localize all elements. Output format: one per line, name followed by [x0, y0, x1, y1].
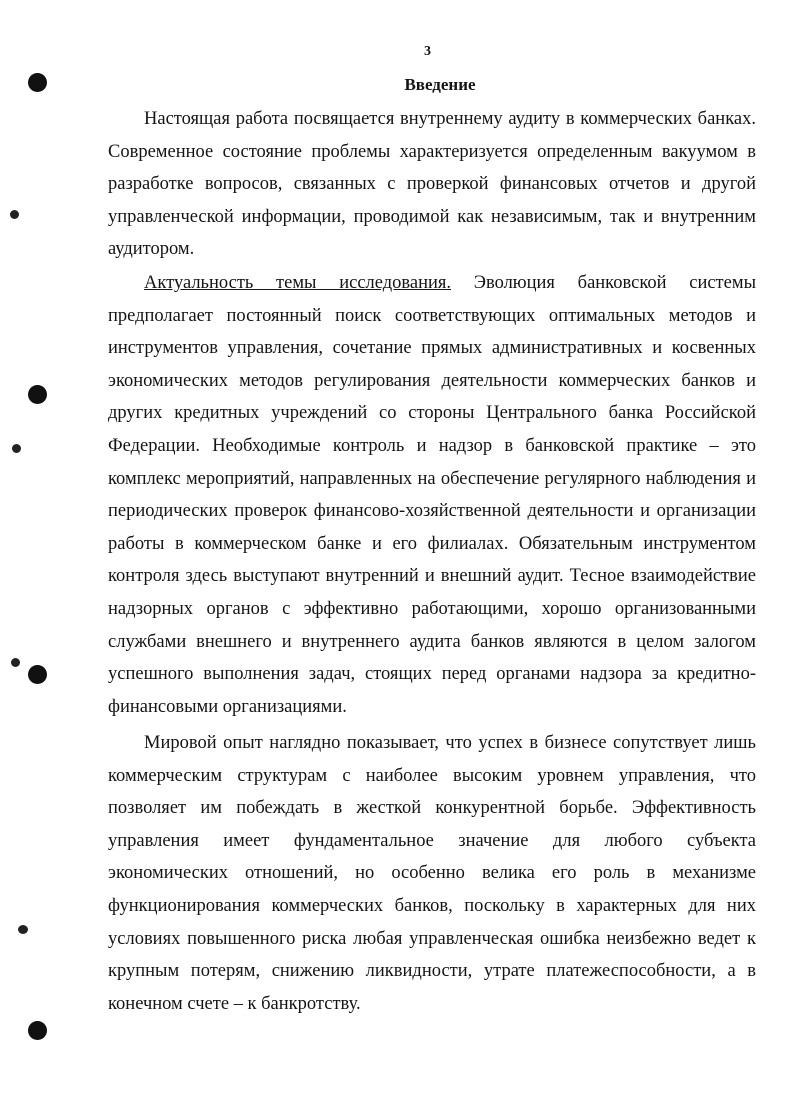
paragraph-intro: Настоящая работа посвящается внутреннему аудиту в коммерческих банках. Современное состояние проблемы характеризуется определенным вакуумом в разработке вопросов, связанных с проверкой финансовых отчетов и другой управленческой информации, проводимой как независимым, так и внутренним аудитором.: [108, 109, 756, 260]
relevance-text: Эволюция банковской системы предполагает постоянный поиск соответствующих оптимальных методов и инструментов управления, сочетание прямых административных и косвенных экономических методов регулирования деятельности коммерческих банков и других кредитных учреждений со стороны Центрального банка Российской Федерации. Необходимые контроль и надзор в банковской практике – это комплекс мероприятий, направленных на обеспечение регулярного наблюдения и периодических проверок финансово-хозяйственной деятельности и организации работы в коммерческом банке и его филиалах. Обязательным инструментом контроля здесь выступают внутренний и внешний аудит. Тесное взаимодействие надзорных органов с эффективно работающими, хорошо организованными службами внешнего и внутреннего аудита банков являются в целом залогом успешного выполнения задач, стоящих перед органами надзора за кредитно-финансовыми организациями.: [108, 273, 756, 717]
relevance-lead: Актуальность темы исследования.: [144, 273, 452, 293]
page-number: 3: [424, 44, 431, 59]
punch-hole: [28, 665, 47, 684]
scan-speck: [18, 925, 28, 934]
section-heading: Введение: [404, 75, 476, 94]
paragraph-world-experience: Мировой опыт наглядно показывает, что успех в бизнесе сопутствует лишь коммерческим структурам с наиболее высоким уровнем управления, что позволяет им побеждать в жесткой конкурентной борьбе. Эффективность управления имеет фундаментальное значение для любого субъекта экономических отношений, но особенно велика его роль в механизме функционирования коммерческих банков, поскольку в характерных для них условиях повышенного риска любая управленческая ошибка неизбежно ведет к крупным потерям, снижению ликвидности, утрате платежеспособности, а в конечном счете – к банкротству.: [108, 733, 756, 1014]
punch-hole: [28, 385, 47, 404]
punch-hole: [28, 1021, 47, 1040]
paragraph-relevance: [108, 267, 756, 723]
scan-speck: [11, 658, 20, 667]
scan-speck: [10, 210, 19, 219]
scan-speck: [12, 444, 21, 453]
